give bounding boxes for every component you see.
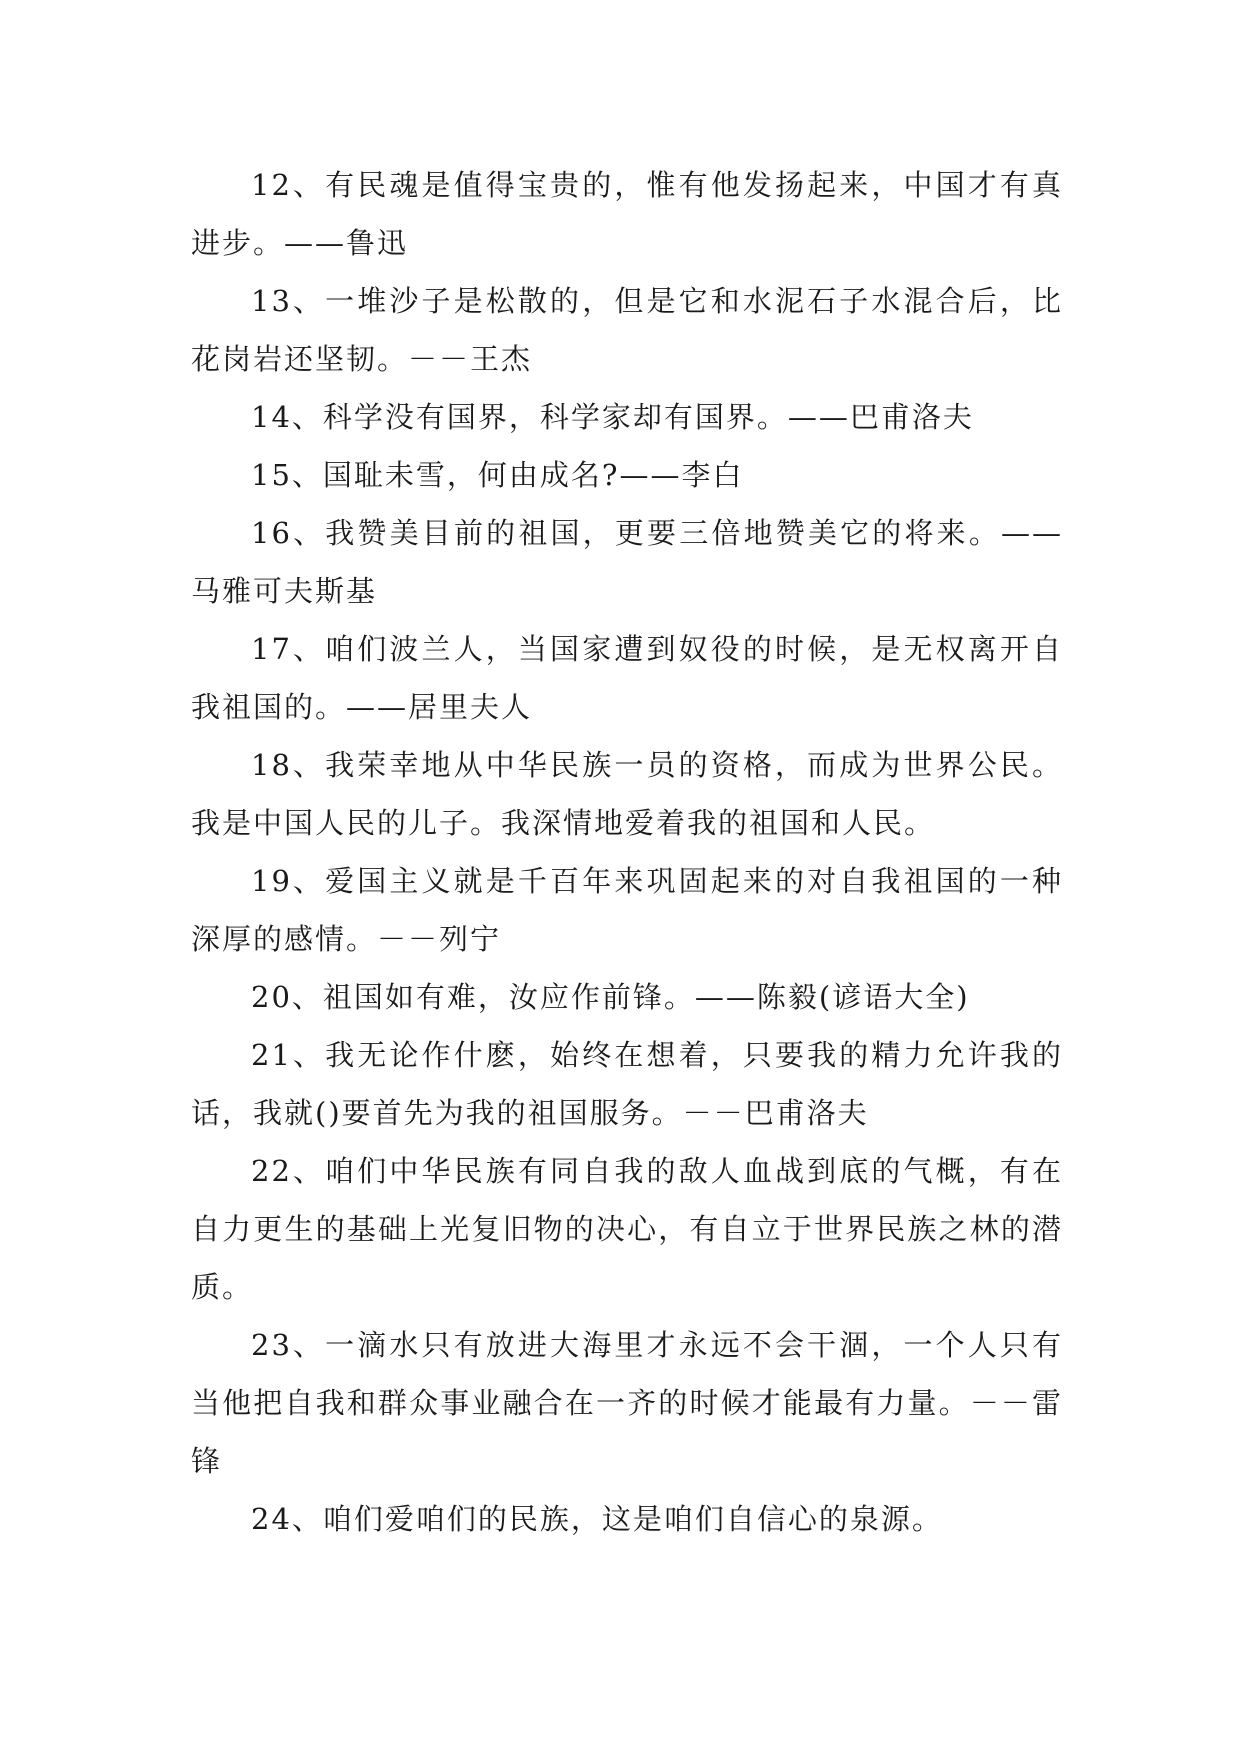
quote-paragraph-18: 18、我荣幸地从中华民族一员的资格，而成为世界公民。我是中国人民的儿子。我深情地爱着我的祖国和人民。	[191, 748, 1063, 840]
quote-paragraph-24: 24、咱们爱咱们的民族，这是咱们自信心的泉源。	[251, 1502, 943, 1536]
quote-paragraph-15: 15、国耻未雪，何由成名?——李白	[251, 458, 744, 492]
quote-paragraph-14: 14、科学没有国界，科学家却有国界。——巴甫洛夫	[251, 400, 974, 434]
quote-paragraph-17: 17、咱们波兰人，当国家遭到奴役的时候，是无权离开自我祖国的。——居里夫人	[191, 632, 1063, 724]
document-body	[191, 156, 1063, 1548]
quote-paragraph-22: 22、咱们中华民族有同自我的敌人血战到底的气概，有在自力更生的基础上光复旧物的决心，有自立于世界民族之林的潜质。	[191, 1154, 1063, 1304]
quote-paragraph-13: 13、一堆沙子是松散的，但是它和水泥石子水混合后，比花岗岩还坚韧。－－王杰	[191, 284, 1063, 376]
quote-paragraph-20: 20、祖国如有难，汝应作前锋。——陈毅(谚语大全)	[251, 980, 970, 1014]
quote-paragraph-16: 16、我赞美目前的祖国，更要三倍地赞美它的将来。——马雅可夫斯基	[191, 516, 1063, 608]
quote-paragraph-21: 21、我无论作什麽，始终在想着，只要我的精力允许我的话，我就()要首先为我的祖国服务。－－巴甫洛夫	[191, 1038, 1063, 1130]
quote-paragraph-12: 12、有民魂是值得宝贵的，惟有他发扬起来，中国才有真进步。——鲁迅	[191, 168, 1063, 260]
quote-paragraph-19: 19、爱国主义就是千百年来巩固起来的对自我祖国的一种深厚的感情。－－列宁	[191, 864, 1063, 956]
quote-paragraph-23: 23、一滴水只有放进大海里才永远不会干涸，一个人只有当他把自我和群众事业融合在一齐的时候才能最有力量。－－雷锋	[191, 1328, 1063, 1478]
